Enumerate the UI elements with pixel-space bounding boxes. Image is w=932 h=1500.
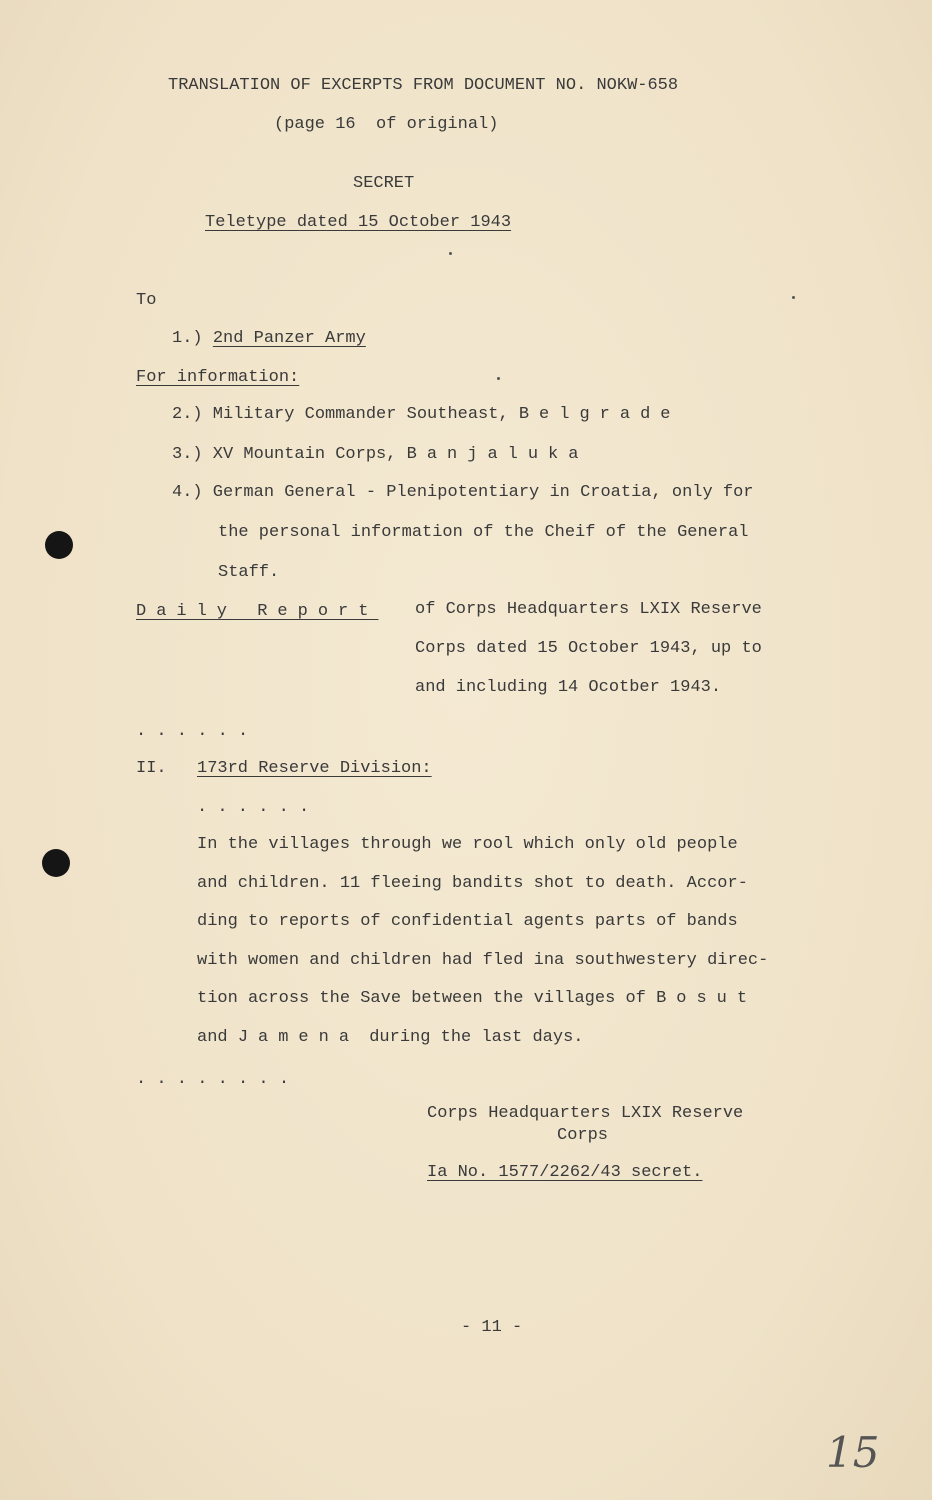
signature-line-2: Corps: [557, 1126, 609, 1145]
section-number: II.: [136, 759, 167, 778]
speck: [497, 377, 500, 380]
recipient-4-line-2: the personal information of the Cheif of the General: [218, 523, 749, 542]
ellipsis-2: . . . . . .: [197, 798, 310, 817]
ellipsis-3: . . . . . . . .: [136, 1070, 290, 1089]
classification-label: SECRET: [353, 174, 415, 193]
document-title: TRANSLATION OF EXCERPTS FROM DOCUMENT NO. NOKW-658: [168, 76, 679, 95]
recipient-3-place: Banjaluka: [406, 445, 589, 464]
recipient-3: [172, 445, 588, 465]
recipient-2-text: 2.) Military Commander Southeast,: [172, 405, 519, 424]
recipient-1-number: 1.): [172, 329, 213, 348]
place-jamena: Jamena: [237, 1028, 360, 1047]
body-line-6-prefix: and: [197, 1028, 238, 1047]
signature-line-1: Corps Headquarters LXIX Reserve: [427, 1104, 744, 1123]
reference-number: Ia No. 1577/2262/43 secret.: [427, 1163, 703, 1182]
body-line-3: ding to reports of confidential agents parts of bands: [197, 912, 738, 931]
body-line-6-suffix: during the last days.: [359, 1028, 584, 1047]
recipient-1-name: 2nd Panzer Army: [212, 329, 366, 348]
recipient-3-text: 3.) XV Mountain Corps,: [172, 445, 407, 464]
body-line-5-text: tion across the Save between the villages of: [197, 989, 657, 1008]
recipient-4-line-3: Staff.: [218, 563, 280, 582]
recipient-2-place: Belgrade: [518, 405, 681, 424]
body-line-6: [197, 1028, 583, 1048]
page-number: - 11 -: [461, 1318, 523, 1337]
speck: [792, 296, 795, 299]
for-information-label: For information:: [136, 368, 300, 387]
recipient-4-line-1: 4.) German General - Plenipotentiary in Croatia, only for: [172, 483, 754, 502]
body-line-5: [197, 989, 757, 1009]
report-line-2: Corps dated 15 October 1943, up to: [415, 639, 762, 658]
speck: [449, 252, 452, 255]
to-label: To: [136, 291, 157, 310]
recipient-1: [172, 329, 366, 349]
handwritten-page-number: 15: [826, 1428, 880, 1477]
body-line-2: and children. 11 fleeing bandits shot to death. Accor-: [197, 874, 748, 893]
recipient-2: [172, 405, 680, 425]
body-line-4: with women and children had fled ina southwestery direc-: [197, 951, 769, 970]
report-line-1: of Corps Headquarters LXIX Reserve: [415, 600, 762, 619]
punch-hole-top: [45, 531, 73, 559]
section-title: 173rd Reserve Division:: [197, 759, 432, 778]
page-reference: (page 16 of original): [274, 115, 499, 134]
teletype-date: Teletype dated 15 October 1943: [205, 213, 512, 232]
punch-hole-bottom: [42, 849, 70, 877]
ellipsis-1: . . . . . .: [136, 722, 249, 741]
report-line-3: and including 14 Ocotber 1943.: [415, 678, 722, 697]
daily-report-label: Daily Report: [136, 602, 379, 621]
place-bosut: Bosut: [656, 989, 758, 1008]
body-line-1: In the villages through we rool which only old people: [197, 835, 738, 854]
